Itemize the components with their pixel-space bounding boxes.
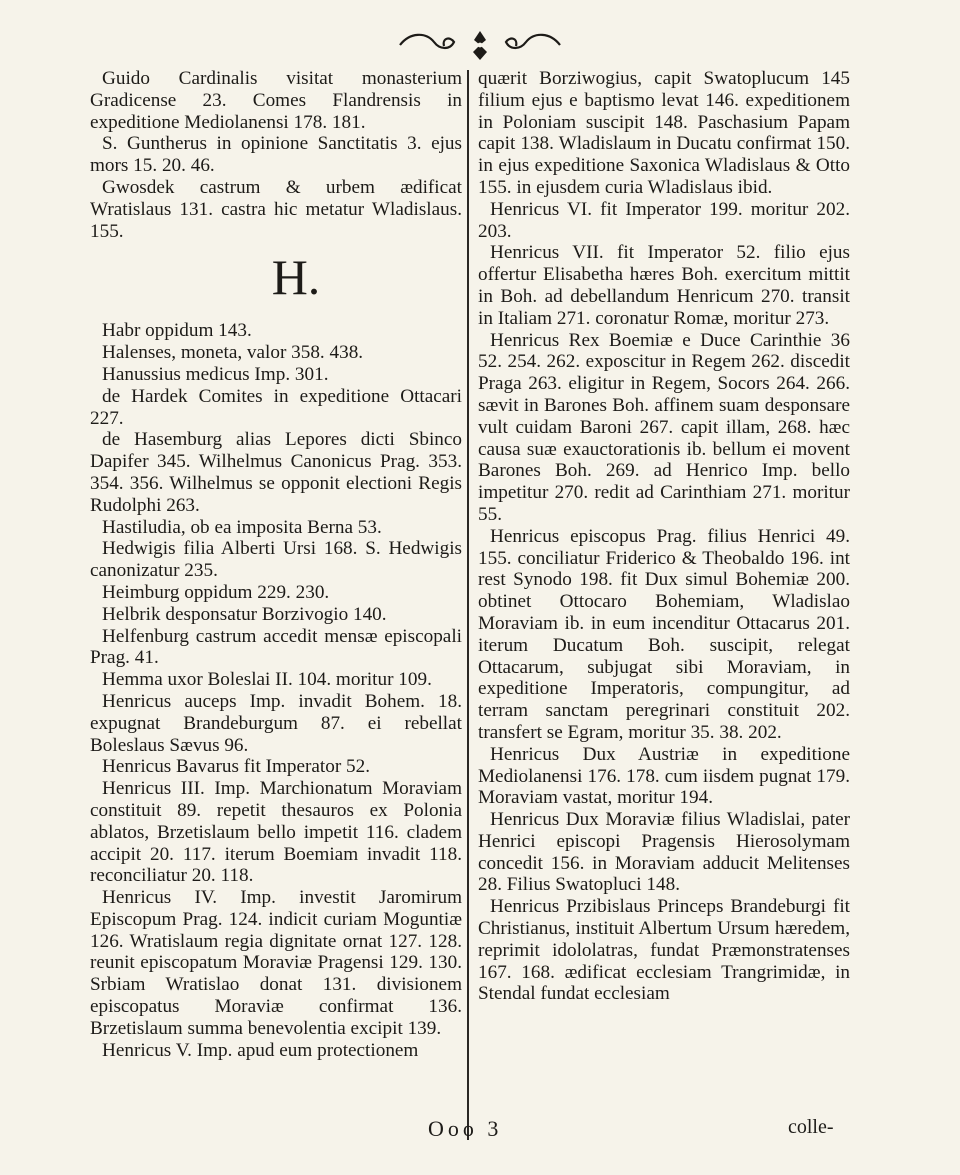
index-entry: Henricus VI. fit Imperator 199. moritur 202. 203. [478,198,850,242]
right-column [478,68,850,1005]
index-entry: Henricus Dux Moraviæ filius Wladislai, pater Henrici episcopi Pragensis Hierosolymam concedit 156. in Moraviam adducit Melitenses 28. Filius Swatopluci 148. [478,809,850,896]
index-entry: Henricus V. Imp. apud eum protectionem [102,1039,419,1061]
index-entry: Guido Cardinalis visitat monasterium Gradicense 23. Comes Flandrensis in expeditione Mediolanensi 178. 181. [90,68,462,133]
index-entry: Heimburg oppidum 229. 230. [102,581,330,603]
index-entry: Henricus Bavarus fit Imperator 52. [102,756,371,778]
index-entry: Helbrik desponsatur Borzivogio 140. [102,603,387,625]
index-entry: Henricus Przibislaus Princeps Brandeburgi fit Christianus, instituit Albertum Ursum hæredem, reprimit idololatras, fundat Præmonstratenses 167. 168. ædificat ecclesiam Trangrimidæ, in Stendal fundat ecclesiam [478,896,850,1005]
index-entry: Hastiludia, ob ea imposita Berna 53. [102,516,382,538]
index-entry: Hedwigis filia Alberti Ursi 168. S. Hedwigis canonizatur 235. [90,538,462,582]
index-entry: Halenses, moneta, valor 358. 438. [102,342,364,364]
header-ornament [390,28,570,62]
index-entry: Hemma uxor Boleslai II. 104. moritur 109. [102,669,432,691]
index-entry: S. Guntherus in opinione Sanctitatis 3. ejus mors 15. 20. 46. [90,133,462,177]
index-entry: Habr oppidum 143. [102,320,252,342]
index-entry: Helfenburg castrum accedit mensæ episcopali Prag. 41. [90,625,462,669]
index-entry: de Hasemburg alias Lepores dicti Sbinco Dapifer 345. Wilhelmus Canonicus Prag. 353. 354. 356. Wilhelmus se opponit electioni Regis Rudolphi 263. [90,429,462,516]
index-entry: Henricus Rex Boemiæ e Duce Carinthie 36 52. 254. 262. exposcitur in Regem 262. discedit Praga 263. eligitur in Regem, Socors 264. 266. sævit in Barones Boh. affinem suam desponsare vult cuidam Baroni 267. capit illam, 268. hæc causa suæ exauctorationis ib. bellum ei movent Barones Boh. 269. ad Henrico Imp. bello impetitur 270. redit ad Carinthiam 271. moritur 55. [478,329,850,525]
index-entry: Henricus auceps Imp. invadit Bohem. 18. expugnat Brandeburgum 87. ei rebellat Boleslaus Sævus 96. [90,690,462,756]
index-entry: Henricus VII. fit Imperator 52. filio ejus offertur Elisabetha hæres Boh. exercitum mittit in Boh. ad debellandum Henricum 270. transit in Italiam 271. coronatur Romæ, moritur 273. [478,242,850,329]
index-entry: Henricus Dux Austriæ in expeditione Mediolanensi 176. 178. cum iisdem pugnat 179. Moraviam vastat, moritur 194. [478,743,850,809]
index-entry: Hanussius medicus Imp. 301. [102,363,329,385]
index-entry: Gwosdek castrum & urbem ædificat Wratislaus 131. castra hic metatur Wladislaus. 155. [90,176,462,242]
index-entry: de Hardek Comites in expeditione Ottacari 227. [90,385,462,429]
index-entry: Henricus episcopus Prag. filius Henrici 49. 155. conciliatur Friderico & Theobaldo 196. int rest Synodo 198. fit Dux simul Bohemiæ 200. obtinet Ottocaro Bohemiam, Wladislao Moraviam ib. in eum incenditur Ottacarus 201. iterum Ducatum Boh. suscipit, relegat Ottacarum, subjugat sibi Moraviam, in expeditione Imperatoris, compungitur, ad terram sanctam peregrinari constituit 202. transfert se Egram, moritur 35. 38. 202. [478,525,850,743]
page-signature: Ooo 3 [428,1116,503,1141]
index-entry: Henricus III. Imp. Marchionatum Moraviam constituit 89. repetit thesauros ex Polonia ablatos, Brzetislaum bello impetit 116. cladem accipit 20. 117. iterum Boemiam invadit 118. reconciliatur 20. 118. [90,778,462,887]
catchword: colle- [788,1116,834,1138]
section-heading: H. [271,249,321,306]
column-divider [467,70,469,1140]
index-entry: Henricus IV. Imp. investit Jaromirum Episcopum Prag. 124. indicit curiam Moguntiæ 126. Wratislaum regia dignitate ornat 127. 128. reunit episcopatum Moraviæ Pragensi 129. 130. Srbiam Wratislao donat 131. divisionem episcopatus Moraviæ confirmat 136. Brzetislaum summa benevolentia excipit 139. [90,887,462,1039]
left-column [90,68,462,1061]
index-entry: quærit Borziwogius, capit Swatoplucum 145 filium ejus e baptismo levat 146. expeditionem in Poloniam suscipit 148. Paschasium Papam capit 138. Wladislaum in Ducatu confirmat 150. in ejus expeditione Saxonica Wladislaus & Otto 155. in ejusdem curia Wladislaus ibid. [478,68,850,198]
